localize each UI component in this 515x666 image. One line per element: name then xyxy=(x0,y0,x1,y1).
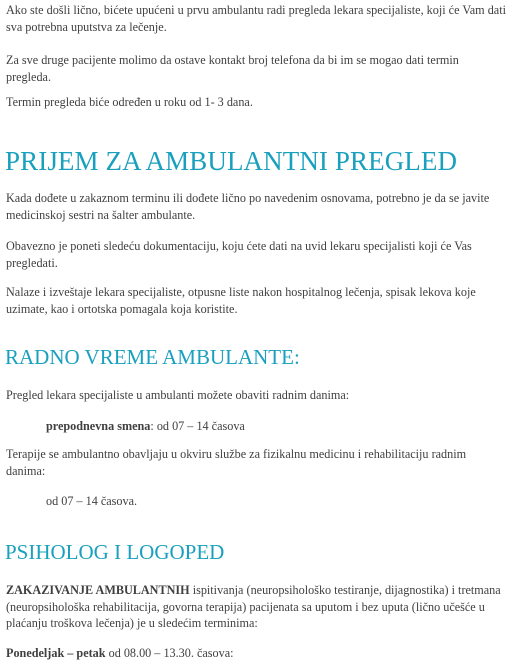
radno-paragraph-2: Terapije se ambulantno obavljaju u okviru službe za fizikalnu medicinu i rehabilitaciju radnim danima: xyxy=(6,447,467,478)
prijem-paragraph-1: Kada dođete u zakaznom terminu ili dođete lično po navedenim osnovama, potrebno je da se javite medicinskoj sestri na šalter ambulante. xyxy=(6,191,490,222)
psiholog-paragraph-1 xyxy=(6,582,506,632)
radno-paragraph-1: Pregled lekara specijaliste u ambulanti možete obaviti radnim danima: xyxy=(6,388,350,402)
psiholog-heading: PSIHOLOG I LOGOPED xyxy=(5,540,225,564)
intro-paragraph-2: Za sve druge pacijente molimo da ostave kontakt broj telefona da bi im se mogao dati termin pregleda. xyxy=(6,53,459,84)
shift-line xyxy=(46,418,506,435)
intro-paragraph-3: Termin pregleda biće određen u roku od 1- 3 dana. xyxy=(6,95,253,109)
days-time: od 08.00 – 13.30. časova: xyxy=(105,646,234,660)
prijem-paragraph-2: Obavezno je poneti sledeću dokumentaciju, koju ćete dati na uvid lekaru specijalisti koji će Vas pregledati. xyxy=(6,239,472,270)
psiholog-days-line xyxy=(6,645,506,662)
days-bold: Ponedeljak – petak xyxy=(6,646,106,660)
radno-vreme-heading: RADNO VREME AMBULANTE: xyxy=(5,345,300,369)
psiholog-bold-lead: ZAKAZIVANJE AMBULANTNIH xyxy=(6,583,190,597)
shift-time: : od 07 – 14 časova xyxy=(150,419,245,433)
radno-paragraph-3: od 07 – 14 časova. xyxy=(46,494,138,508)
psiholog-text: ispitivanja (neuropsihološko testiranje, dijagnostika) i tretmana (neuropsihološka rehabilitacija, govorna terapija) pacijenata sa uputom i bez uputa (lično učešće u plaćanju troškova lečenja) je u sledećim terminima: xyxy=(6,583,501,630)
shift-label: prepodnevna smena xyxy=(46,419,151,433)
prijem-heading: PRIJEM ZA AMBULANTNI PREGLED xyxy=(5,146,458,176)
prijem-paragraph-3: Nalaze i izveštaje lekara specijaliste, otpusne liste nakon hospitalnog lečenja, spisak lekova koje uzimate, kao i ortotska pomagala koja koristite. xyxy=(6,285,476,316)
intro-paragraph-1: Ako ste došli lično, bićete upućeni u prvu ambulantu radi pregleda lekara specijaliste, koji će Vam dati sva potrebna uputstva za lečenje. xyxy=(6,3,506,34)
